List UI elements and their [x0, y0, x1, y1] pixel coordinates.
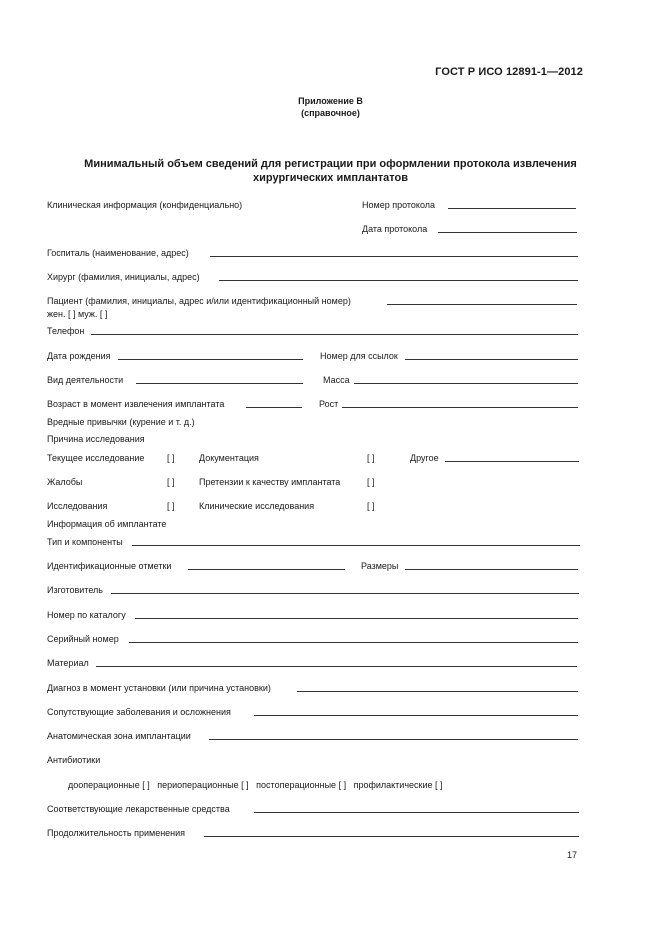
hospital-field[interactable] [210, 256, 578, 257]
mass-field[interactable] [354, 383, 578, 384]
serial-number-label: Серийный номер [47, 634, 119, 644]
height-field[interactable] [342, 407, 578, 408]
studies-checkbox[interactable]: [ ] [167, 501, 175, 511]
occupation-field[interactable] [136, 383, 303, 384]
standard-number: ГОСТ Р ИСО 12891-1—2012 [435, 66, 583, 78]
documentation-label: Документация [199, 453, 259, 463]
sizes-field[interactable] [405, 569, 578, 570]
diagnosis-label: Диагноз в момент установки (или причина установки) [47, 683, 271, 693]
duration-field[interactable] [204, 836, 579, 837]
id-marks-label: Идентификационные отметки [47, 561, 172, 571]
annex-title: Приложение В [298, 96, 363, 106]
protocol-number-label: Номер протокола [362, 200, 436, 210]
antibiotics-label: Антибиотики [47, 755, 101, 765]
manufacturer-label: Изготовитель [47, 585, 103, 595]
form-title-line2: хирургических имплантатов [253, 172, 408, 184]
documentation-checkbox[interactable]: [ ] [367, 453, 375, 463]
age-at-removal-field[interactable] [246, 407, 302, 408]
anatomic-zone-field[interactable] [209, 739, 578, 740]
surgeon-field[interactable] [219, 280, 578, 281]
page-number: 17 [566, 850, 577, 860]
duration-label: Продолжительность применения [47, 828, 186, 838]
type-components-label: Тип и компоненты [47, 537, 123, 547]
current-study-checkbox[interactable]: [ ] [167, 453, 175, 463]
hospital-label: Госпиталь (наименование, адрес) [47, 248, 189, 258]
catalog-number-label: Номер по каталогу [47, 610, 126, 620]
habits-label: Вредные привычки (курение и т. д.) [47, 417, 195, 427]
protocol-number-field[interactable] [448, 208, 576, 209]
protocol-date-label: Дата протокола [362, 224, 428, 234]
clinical-studies-label: Клинические исследования [199, 501, 315, 511]
complaints-label: Жалобы [47, 477, 83, 487]
antibiotic-types-checkboxes[interactable]: дооперационные [ ] периоперационные [ ] постоперационные [ ] профилактические [ ] [68, 780, 443, 790]
id-marks-field[interactable] [188, 569, 345, 570]
form-title [30, 157, 631, 185]
drugs-label: Соответствующие лекарственные средства [47, 804, 230, 814]
type-components-field[interactable] [132, 545, 580, 546]
clinical-studies-checkbox[interactable]: [ ] [367, 501, 375, 511]
reason-label: Причина исследования [47, 434, 145, 444]
comorbidities-field[interactable] [254, 715, 578, 716]
diagnosis-field[interactable] [297, 691, 578, 692]
clinical-info-label: Клиническая информация (конфиденциально) [47, 200, 243, 210]
patient-field[interactable] [387, 304, 577, 305]
reference-number-label: Номер для ссылок [320, 351, 398, 361]
serial-number-field[interactable] [129, 642, 578, 643]
sizes-label: Размеры [361, 561, 399, 571]
material-field[interactable] [96, 666, 577, 667]
quality-claims-label: Претензии к качеству имплантата [199, 477, 341, 487]
protocol-date-field[interactable] [438, 232, 577, 233]
height-label: Рост [319, 399, 339, 409]
sex-checkboxes[interactable]: жен. [ ] муж. [ ] [47, 309, 108, 319]
phone-label: Телефон [47, 326, 85, 336]
patient-label: Пациент (фамилия, инициалы, адрес и/или идентификационный номер) [47, 296, 351, 306]
age-at-removal-label: Возраст в момент извлечения имплантата [47, 399, 225, 409]
manufacturer-field[interactable] [111, 593, 579, 594]
occupation-label: Вид деятельности [47, 375, 124, 385]
quality-claims-checkbox[interactable]: [ ] [367, 477, 375, 487]
current-study-label: Текущее исследование [47, 453, 145, 463]
reference-number-field[interactable] [405, 359, 578, 360]
phone-field[interactable] [91, 334, 578, 335]
other-field[interactable] [445, 461, 579, 462]
form-title-line1: Минимальный объем сведений для регистрации при оформлении протокола извлечения [84, 158, 577, 170]
birth-date-field[interactable] [118, 359, 303, 360]
anatomic-zone-label: Анатомическая зона имплантации [47, 731, 191, 741]
other-label: Другое [410, 453, 439, 463]
annex-subtitle: (справочное) [301, 108, 360, 118]
implant-info-label: Информация об имплантате [47, 519, 167, 529]
comorbidities-label: Сопутствующие заболевания и осложнения [47, 707, 231, 717]
complaints-checkbox[interactable]: [ ] [167, 477, 175, 487]
birth-date-label: Дата рождения [47, 351, 111, 361]
catalog-number-field[interactable] [135, 618, 578, 619]
mass-label: Масса [323, 375, 350, 385]
studies-label: Исследования [47, 501, 108, 511]
material-label: Материал [47, 658, 89, 668]
drugs-field[interactable] [254, 812, 579, 813]
surgeon-label: Хирург (фамилия, инициалы, адрес) [47, 272, 200, 282]
annex-heading [0, 95, 661, 119]
